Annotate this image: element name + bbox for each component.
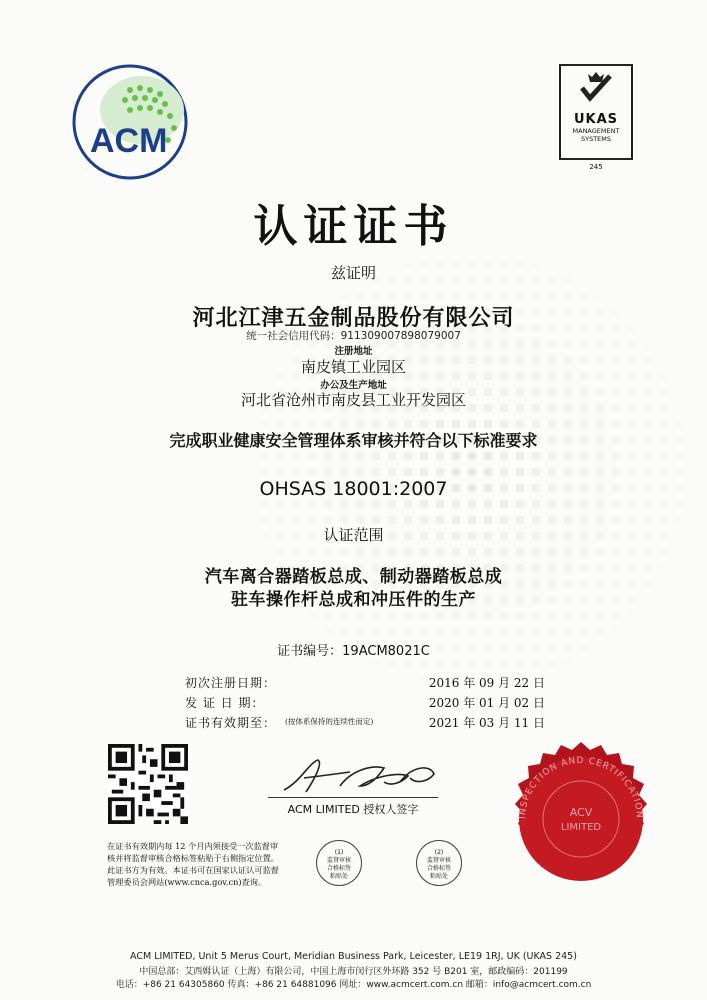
seal-text-1: ACV <box>569 806 593 819</box>
stamp-number: (2) <box>434 849 444 856</box>
surveillance-stamp-2 <box>416 840 462 886</box>
date-label: 初次注册日期： <box>185 676 277 690</box>
ukas-text: UKAS <box>573 112 619 127</box>
seal-icon <box>502 740 660 898</box>
ukas-number: 245 <box>589 163 603 171</box>
red-seal <box>502 740 660 898</box>
date-note: (按体系保持的连续性而定) <box>285 717 374 726</box>
stamp-line: 监督审核 <box>426 857 451 864</box>
registered-address-label: 注册地址 <box>334 346 373 357</box>
date-label: 发 证 日 期： <box>185 696 265 710</box>
acm-logo-text: ACM <box>90 122 168 160</box>
credit-code: 统一社会信用代码：911309007898079007 <box>246 330 461 342</box>
ukas-management-text: MANAGEMENT <box>572 127 620 135</box>
scope-line-1: 汽车离合器踏板总成、制动器踏板总成 <box>204 567 503 587</box>
date-row-issue <box>185 694 545 714</box>
stamp-line: 粘贴处 <box>329 873 348 880</box>
date-value: 2016 年 09 月 22 日 <box>428 676 545 690</box>
date-value: 2021 年 03 月 11 日 <box>428 716 545 730</box>
certificate-title: 认证证书 <box>253 201 454 252</box>
company-name: 河北江津五金制品股份有限公司 <box>192 306 515 331</box>
registered-address: 南皮镇工业园区 <box>300 358 406 376</box>
date-value: 2020 年 01 月 02 日 <box>428 696 545 710</box>
date-row-initial <box>185 674 545 694</box>
ukas-systems-text: SYSTEMS <box>580 135 612 143</box>
office-address-label: 办公及生产地址 <box>320 380 387 391</box>
seal-ring-text: INSPECTION AND CERTIFICATION <box>517 755 645 820</box>
authorized-signer-label: ACM LIMITED 授权人签字 <box>287 803 419 816</box>
certify-text: 兹证明 <box>330 264 376 282</box>
surveillance-stamp-1 <box>316 840 362 886</box>
scope-line-2: 驻车操作杆总成和冲压件的生产 <box>231 590 476 610</box>
date-row-expiry <box>185 714 545 734</box>
footer-contact: 电话：+86 21 64305860 传真：+86 21 64881096 网址：www.acmcert.com.cn 邮箱：info@acmcert.com.cn <box>115 980 592 990</box>
standard-name: OHSAS 18001:2007 <box>259 478 448 500</box>
signature-icon <box>280 752 440 798</box>
acm-logo <box>70 62 190 182</box>
stamp-line: 监督审核 <box>326 857 351 864</box>
office-address: 河北省沧州市南皮县工业开发园区 <box>240 391 466 409</box>
certificate-number: 证书编号：19ACM8021C <box>277 644 430 659</box>
seal-text-2: LIMITED <box>560 822 602 833</box>
footer-address-uk: ACM LIMITED, Unit 5 Merus Court, Meridian Business Park, Leicester, LE19 1RJ, UK (UKAS 245) <box>130 951 577 962</box>
ukas-mark <box>559 64 637 176</box>
stamp-line: 合格标签 <box>326 865 351 872</box>
stamp-line: 粘贴处 <box>429 873 448 880</box>
stamp-line: 合格标签 <box>426 865 451 872</box>
compliance-statement: 完成职业健康安全管理体系审核并符合以下标准要求 <box>169 431 538 450</box>
qr-code-icon <box>108 744 188 824</box>
date-label: 证书有效期至： <box>185 716 277 730</box>
scope-heading: 认证范围 <box>323 526 384 544</box>
footer-address-china: 中国总部：艾西姆认证（上海）有限公司，中国上海市闵行区外环路 352 号 B201 室，邮政编码：201199 <box>139 967 568 977</box>
ukas-crown-tick-icon <box>576 70 616 108</box>
signature-line <box>268 797 438 798</box>
surveillance-notice: 在证书有效期内每 12 个月内须接受一次监督审核并将监督审核合格标签粘贴于右侧指定位置。此证书方为有效。本证书可在国家认证认可监督管理委员会网站(www.cnca.gov.cn)查询。 <box>107 841 279 887</box>
stamp-number: (1) <box>334 849 344 856</box>
